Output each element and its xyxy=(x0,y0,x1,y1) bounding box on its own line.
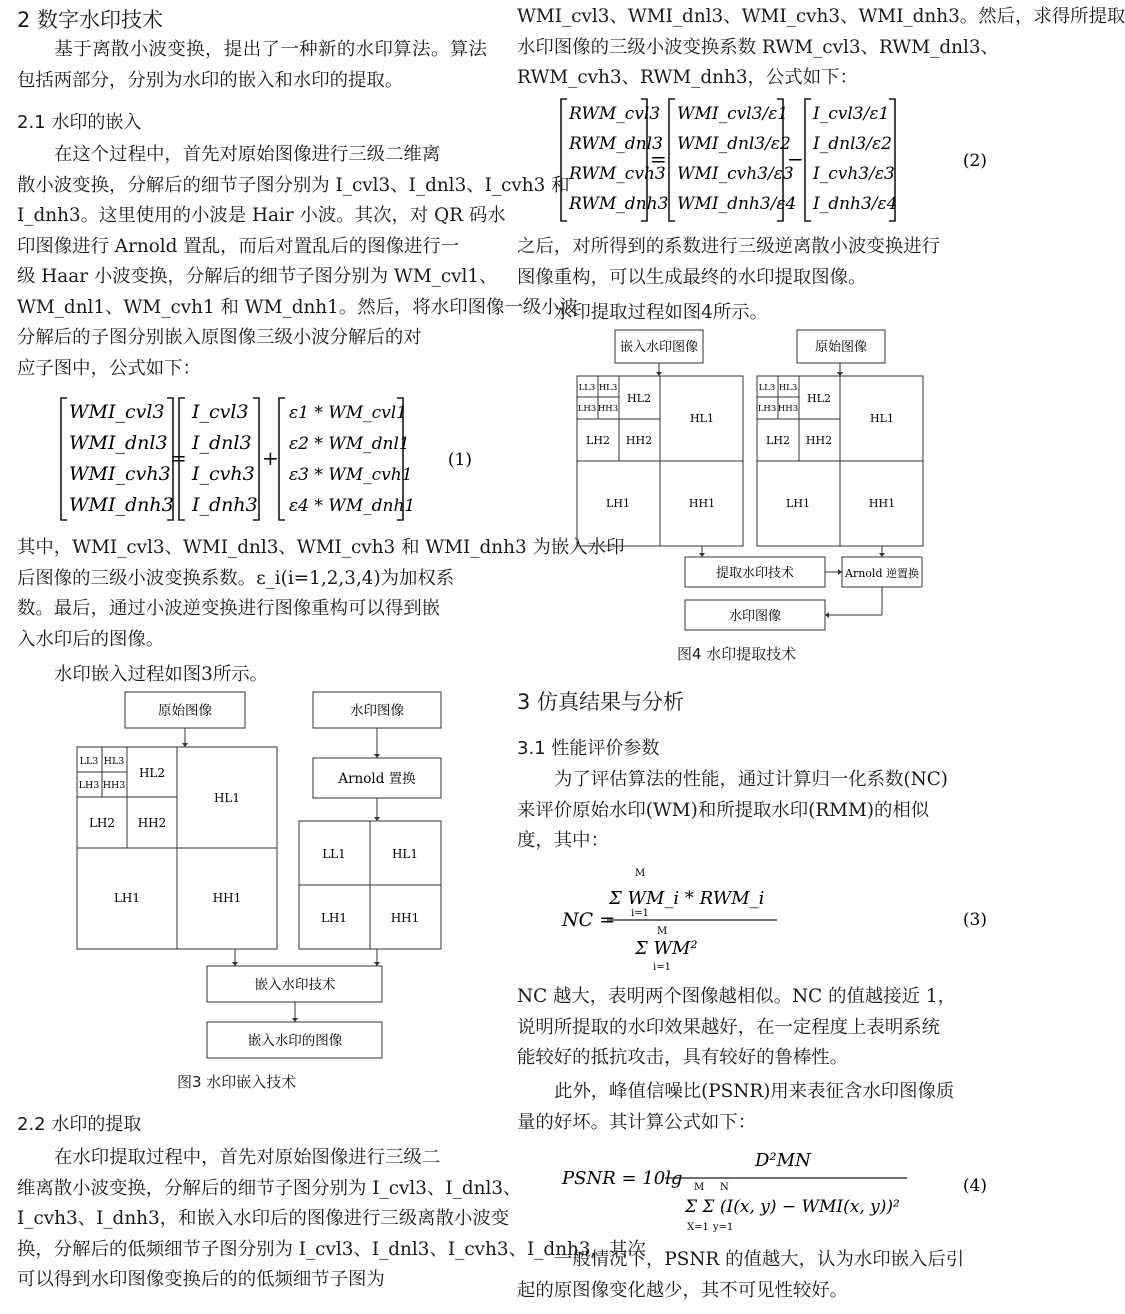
text-line: 在水印提取过程中，首先对原始图像进行三级二 xyxy=(54,1147,441,1168)
fig4-original-label: 原始图像 xyxy=(814,340,868,355)
eq4-sum2-bottom: y=1 xyxy=(713,1222,734,1233)
text-line: 在这个过程中，首先对原始图像进行三级二维离 xyxy=(54,144,441,165)
eq3-num-sum-top: M xyxy=(635,868,646,879)
fig4-l-hh1: HH1 xyxy=(688,497,716,510)
text-line: 印图像进行 Arnold 置乱，而后对置乱后的图像进行一 xyxy=(17,235,460,257)
text-line: 后图像的三级小波变换系数。ε_i(i=1,2,3,4)为加权系 xyxy=(17,567,455,589)
fig3-hh2: HH2 xyxy=(137,816,167,830)
section-2-heading: 2 数字水印技术 xyxy=(17,8,164,32)
fig4-r-lh2: LH2 xyxy=(766,434,790,447)
text-line: 应子图中，公式如下： xyxy=(17,357,201,379)
fig3-hh3: HH3 xyxy=(102,780,126,791)
text-line: 说明所提取的水印效果越好，在一定程度上表明系统 xyxy=(517,1016,940,1038)
eq1-lhs-4: WMI_dnh3 xyxy=(69,494,174,516)
eq3-lhs: NC = xyxy=(562,909,616,931)
text-line: 度，其中： xyxy=(517,830,609,851)
eq3-den-sum-bottom: i=1 xyxy=(653,962,671,973)
svg-text:=: = xyxy=(650,147,667,171)
section-2-1-paragraph xyxy=(17,140,578,384)
text-line: 入水印后的图像。 xyxy=(17,628,165,650)
eq2-mid-1: WMI_cvl3/ε1 xyxy=(677,104,789,124)
text-line: 级 Haar 小波变换，分解后的细节子图分别为 WM_cvl1、 xyxy=(17,266,498,287)
eq3-number: (3) xyxy=(962,910,987,930)
section-3-1-heading: 3.1 性能评价参数 xyxy=(517,738,660,759)
fig4-embedded-label: 嵌入水印图像 xyxy=(619,340,699,355)
fig4-watermark-image-label: 水印图像 xyxy=(728,609,782,624)
svg-text:=: = xyxy=(170,446,187,470)
eq2-rhs-4: I_dnh3/ε4 xyxy=(813,194,898,214)
fig4-r-ll3: LL3 xyxy=(758,383,776,393)
eq1-number: (1) xyxy=(447,450,472,470)
eq1-lhs-3: WMI_cvh3 xyxy=(69,463,171,485)
eq4-number: (4) xyxy=(962,1176,987,1196)
fig4-l-hl3: HL3 xyxy=(598,383,618,393)
fig4-l-hl1: HL1 xyxy=(690,412,714,425)
eq1-mid-1: I_cvl3 xyxy=(192,401,249,423)
equation-1 xyxy=(57,392,487,527)
section-3-1-paragraph xyxy=(517,765,987,857)
eq2-rhs-2: I_dnl3/ε2 xyxy=(813,134,892,154)
text-line: I_cvh3、I_dnh3，和嵌入水印后的图像进行三级离散小波变 xyxy=(17,1208,510,1229)
fig4-arnold-inverse-label: Arnold 逆置换 xyxy=(845,567,919,580)
fig3-lh3: LH3 xyxy=(78,780,100,791)
text-line: I_dnh3。这里使用的小波是 Hair 小波。其次，对 QR 码水 xyxy=(17,205,506,226)
fig3-lh1: LH1 xyxy=(113,891,141,905)
text-line: 散小波变换，分解后的细节子图分别为 I_cvl3、I_dnl3、I_cvh3 和 xyxy=(17,174,570,196)
eq2-mid-4: WMI_dnh3/ε4 xyxy=(677,194,797,214)
eq1-lhs-1: WMI_cvl3 xyxy=(69,401,165,423)
text-line: 数。最后，通过小波逆变换进行图像重构可以得到嵌 xyxy=(17,598,440,619)
fig4-r-hh3: HH3 xyxy=(777,404,799,414)
eq2-lhs-4: RWM_dnh3 xyxy=(569,194,669,214)
eq4-lhs: PSNR = 10lg xyxy=(562,1168,683,1189)
fig3-watermark-label: 水印图像 xyxy=(350,703,404,719)
nc-paragraph xyxy=(517,982,987,1074)
fig4-r-hh1: HH1 xyxy=(868,497,896,510)
section-2-1-paragraph-2 xyxy=(17,533,625,655)
eq2-rhs-3: I_cvh3/ε3 xyxy=(813,164,895,184)
eq4-sum1-top: M xyxy=(694,1182,705,1193)
eq1-rhs-4: ε4 * WM_dnh1 xyxy=(289,496,416,516)
fig3-hl2: HL2 xyxy=(138,766,166,780)
fig4-l-hh2: HH2 xyxy=(625,434,653,447)
after-eq2-paragraph xyxy=(517,232,987,293)
fig3-wm-lh1: LH1 xyxy=(320,911,348,925)
eq2-number: (2) xyxy=(962,151,987,171)
text-line: RWM_cvh3、RWM_dnh3，公式如下： xyxy=(517,67,858,88)
fig3-hh1: HH1 xyxy=(212,891,242,905)
svg-text:+: + xyxy=(262,446,279,470)
fig4-l-hh3: HH3 xyxy=(597,404,619,414)
fig3-ll3: LL3 xyxy=(79,756,99,767)
figure-4-reference: 水印提取过程如图4所示。 xyxy=(554,302,768,323)
fig4-l-lh3: LH3 xyxy=(577,404,597,414)
fig3-wm-hl1: HL1 xyxy=(391,847,419,861)
figure-3-caption: 图3 水印嵌入技术 xyxy=(177,1073,297,1091)
figure-3-diagram xyxy=(17,690,487,1095)
fig3-lh2: LH2 xyxy=(88,816,116,830)
fig4-r-hl2: HL2 xyxy=(807,392,831,405)
fig3-embedded-image-label: 嵌入水印的图像 xyxy=(247,1033,343,1049)
fig3-original-label: 原始图像 xyxy=(158,703,212,719)
eq1-rhs-1: ε1 * WM_cvl1 xyxy=(289,403,408,423)
text-line: 其中，WMI_cvl3、WMI_dnl3、WMI_cvh3 和 WMI_dnh3 为嵌入水印 xyxy=(17,537,625,558)
fig4-l-lh2: LH2 xyxy=(586,434,610,447)
section-2-1-heading: 2.1 水印的嵌入 xyxy=(17,112,142,133)
fig3-embed-tech-label: 嵌入水印技术 xyxy=(254,977,336,993)
fig4-r-hl3: HL3 xyxy=(778,383,798,393)
eq1-rhs-2: ε2 * WM_dnl1 xyxy=(289,434,410,454)
text-line: WM_dnl1、WM_cvh1 和 WM_dnh1。然后，将水印图像一级小波 xyxy=(17,296,578,318)
fig4-extract-tech-label: 提取水印技术 xyxy=(715,566,795,581)
text-line: 为了评估算法的性能，通过计算归一化系数(NC) xyxy=(554,769,948,790)
text-line: 水印图像的三级小波变换系数 RWM_cvl3、RWM_dnl3、 xyxy=(517,36,999,58)
eq4-sum1-bottom: X=1 xyxy=(687,1222,709,1233)
final-paragraph xyxy=(517,1245,987,1306)
section-3-heading: 3 仿真结果与分析 xyxy=(517,690,685,714)
continued-paragraph xyxy=(517,2,1125,94)
equation-2 xyxy=(557,95,987,227)
fig3-hl3: HL3 xyxy=(103,756,125,767)
text-line: 一般情况下，PSNR 的值越大，认为水印嵌入后引 xyxy=(554,1249,965,1270)
eq1-lhs-2: WMI_dnl3 xyxy=(69,432,168,454)
eq4-denominator: Σ Σ (I(x, y) − WMI(x, y))² xyxy=(685,1197,900,1217)
eq2-rhs-1: I_cvl3/ε1 xyxy=(813,104,890,124)
eq3-denominator: Σ WM² xyxy=(635,938,698,959)
section-2-intro: 基于离散小波变换，提出了一种新的水印算法。算法包括两部分，分别为水印的嵌入和水印的提取。 xyxy=(17,39,487,91)
fig4-r-lh3: LH3 xyxy=(757,404,777,414)
eq1-mid-3: I_cvh3 xyxy=(192,463,255,485)
eq2-lhs-2: RWM_dnl3 xyxy=(569,134,663,154)
figure-3-reference: 水印嵌入过程如图3所示。 xyxy=(54,664,268,685)
fig4-l-ll3: LL3 xyxy=(578,383,596,393)
text-line: 量的好坏。其计算公式如下： xyxy=(517,1111,757,1133)
eq4-sum2-top: N xyxy=(720,1182,729,1193)
fig3-arnold-label: Arnold 置换 xyxy=(338,771,416,787)
eq2-lhs-3: RWM_cvh3 xyxy=(569,164,666,184)
text-line: 维离散小波变换，分解后的细节子图分别为 I_cvl3、I_dnl3、 xyxy=(17,1177,522,1199)
fig3-wm-hh1: HH1 xyxy=(390,911,420,925)
fig4-l-hl2: HL2 xyxy=(627,392,651,405)
figure-4-caption: 图4 水印提取技术 xyxy=(677,645,797,663)
text-line: 起的原图像变化越少，其不可见性较好。 xyxy=(517,1279,849,1301)
text-line: 能较好的抵抗攻击，具有较好的鲁棒性。 xyxy=(517,1047,849,1068)
text-line: 图像重构，可以生成最终的水印提取图像。 xyxy=(517,266,867,288)
psnr-paragraph xyxy=(517,1077,987,1138)
eq4-numerator: D²MN xyxy=(755,1150,811,1171)
equation-3 xyxy=(557,862,987,977)
eq3-numerator: Σ WM_i * RWM_i xyxy=(609,888,765,909)
section-2-2-heading: 2.2 水印的提取 xyxy=(17,1114,142,1135)
text-line: 来评价原始水印(WM)和所提取水印(RMM)的相似 xyxy=(517,799,930,821)
text-line: NC 越大，表明两个图像越相似。NC 的值越接近 1， xyxy=(517,986,956,1007)
eq3-num-sum-bottom: i=1 xyxy=(631,908,649,919)
text-line: 换，分解后的低频细节子图分别为 I_cvl3、I_dnl3、I_cvh3、I_dnh3，其次 xyxy=(17,1238,646,1260)
eq2-mid-3: WMI_cvh3/ε3 xyxy=(677,164,794,184)
text-line: 可以得到水印图像变换后的的低频细节子图为 xyxy=(17,1269,385,1290)
eq1-mid-2: I_dnl3 xyxy=(192,432,252,454)
fig4-r-hl1: HL1 xyxy=(870,412,894,425)
eq1-mid-4: I_dnh3 xyxy=(192,494,258,516)
fig4-r-hh2: HH2 xyxy=(805,434,833,447)
eq2-mid-2: WMI_dnl3/ε2 xyxy=(677,134,791,154)
eq3-den-sum-top: M xyxy=(657,926,668,937)
fig3-wm-ll1: LL1 xyxy=(322,847,346,861)
text-line: 之后，对所得到的系数进行三级逆离散小波变换进行 xyxy=(517,236,940,257)
fig4-l-lh1: LH1 xyxy=(606,497,630,510)
equation-4 xyxy=(557,1144,987,1236)
figure-4-diagram xyxy=(517,328,987,640)
fig4-r-lh1: LH1 xyxy=(786,497,810,510)
text-line: WMI_cvl3、WMI_dnl3、WMI_cvh3、WMI_dnh3。然后，求得所提取 xyxy=(517,6,1125,27)
eq1-rhs-3: ε3 * WM_cvh1 xyxy=(289,465,413,485)
text-line: 分解后的子图分别嵌入原图像三级小波分解后的对 xyxy=(17,327,422,348)
svg-text:−: − xyxy=(787,147,804,171)
fig3-hl1: HL1 xyxy=(213,791,241,805)
eq2-lhs-1: RWM_cvl3 xyxy=(569,104,661,124)
text-line: 此外，峰值信噪比(PSNR)用来表征含水印图像质 xyxy=(554,1081,955,1102)
